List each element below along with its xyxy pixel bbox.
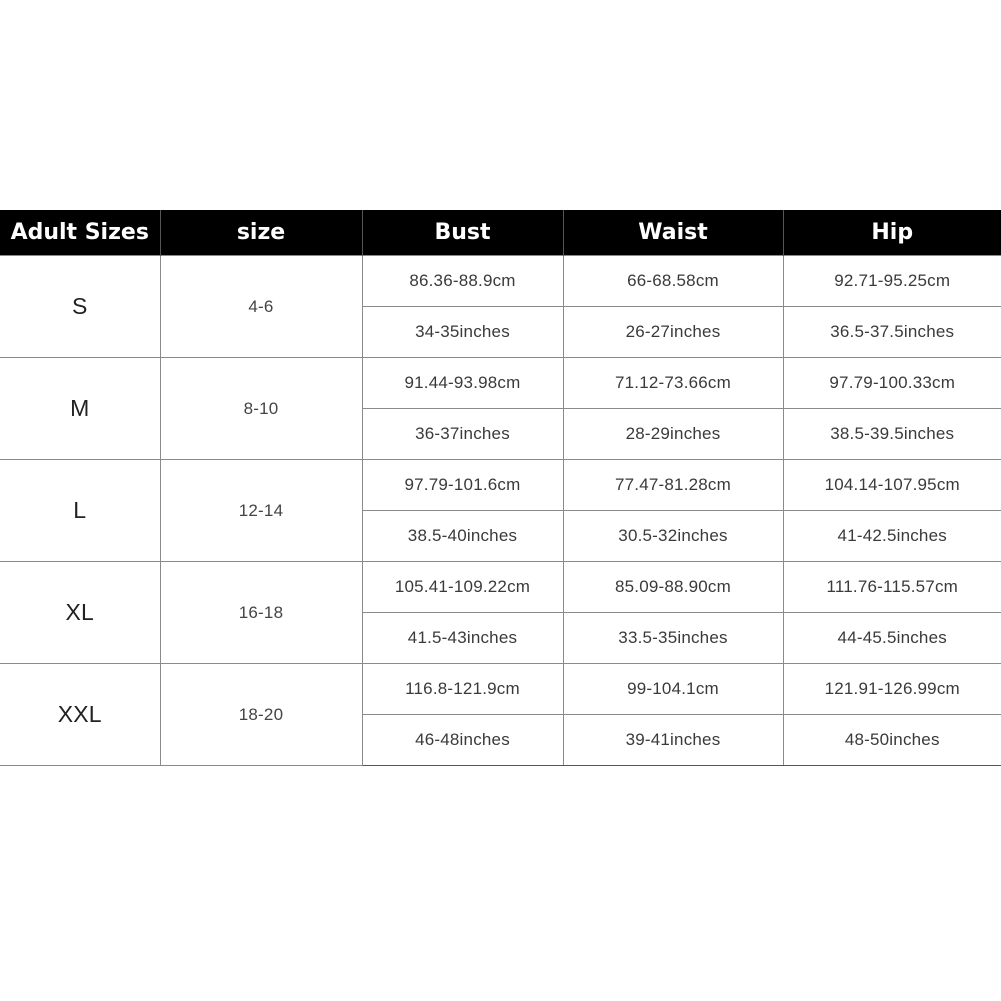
header-size: size bbox=[160, 210, 362, 256]
bust-inches-cell: 34-35inches bbox=[362, 307, 563, 358]
hip-cm-cell: 97.79-100.33cm bbox=[783, 358, 1001, 409]
table-row bbox=[0, 256, 1001, 307]
table-row bbox=[0, 664, 1001, 715]
waist-cm-cell: 71.12-73.66cm bbox=[563, 358, 783, 409]
size-label-cell: S bbox=[0, 256, 160, 358]
bust-inches-cell: 41.5-43inches bbox=[362, 613, 563, 664]
table-row bbox=[0, 358, 1001, 409]
header-hip: Hip bbox=[783, 210, 1001, 256]
waist-cm-cell: 66-68.58cm bbox=[563, 256, 783, 307]
table-row bbox=[0, 460, 1001, 511]
waist-cm-cell: 99-104.1cm bbox=[563, 664, 783, 715]
hip-cm-cell: 121.91-126.99cm bbox=[783, 664, 1001, 715]
hip-inches-cell: 48-50inches bbox=[783, 715, 1001, 766]
bust-cm-cell: 105.41-109.22cm bbox=[362, 562, 563, 613]
hip-inches-cell: 38.5-39.5inches bbox=[783, 409, 1001, 460]
hip-cm-cell: 111.76-115.57cm bbox=[783, 562, 1001, 613]
header-waist: Waist bbox=[563, 210, 783, 256]
bust-inches-cell: 36-37inches bbox=[362, 409, 563, 460]
bust-inches-cell: 46-48inches bbox=[362, 715, 563, 766]
waist-inches-cell: 33.5-35inches bbox=[563, 613, 783, 664]
size-label-cell: L bbox=[0, 460, 160, 562]
table-row bbox=[0, 562, 1001, 613]
waist-cm-cell: 85.09-88.90cm bbox=[563, 562, 783, 613]
hip-inches-cell: 44-45.5inches bbox=[783, 613, 1001, 664]
waist-inches-cell: 39-41inches bbox=[563, 715, 783, 766]
size-number-cell: 16-18 bbox=[160, 562, 362, 664]
hip-inches-cell: 41-42.5inches bbox=[783, 511, 1001, 562]
size-number-cell: 4-6 bbox=[160, 256, 362, 358]
size-chart-table bbox=[0, 210, 1001, 766]
waist-inches-cell: 28-29inches bbox=[563, 409, 783, 460]
waist-cm-cell: 77.47-81.28cm bbox=[563, 460, 783, 511]
size-number-cell: 8-10 bbox=[160, 358, 362, 460]
waist-inches-cell: 26-27inches bbox=[563, 307, 783, 358]
bust-cm-cell: 91.44-93.98cm bbox=[362, 358, 563, 409]
size-label-cell: M bbox=[0, 358, 160, 460]
hip-inches-cell: 36.5-37.5inches bbox=[783, 307, 1001, 358]
bust-inches-cell: 38.5-40inches bbox=[362, 511, 563, 562]
header-adult-sizes: Adult Sizes bbox=[0, 210, 160, 256]
bust-cm-cell: 97.79-101.6cm bbox=[362, 460, 563, 511]
waist-inches-cell: 30.5-32inches bbox=[563, 511, 783, 562]
header-row bbox=[0, 210, 1001, 256]
size-chart bbox=[0, 210, 1001, 766]
size-number-cell: 12-14 bbox=[160, 460, 362, 562]
size-label-cell: XL bbox=[0, 562, 160, 664]
header-bust: Bust bbox=[362, 210, 563, 256]
bust-cm-cell: 86.36-88.9cm bbox=[362, 256, 563, 307]
hip-cm-cell: 104.14-107.95cm bbox=[783, 460, 1001, 511]
bust-cm-cell: 116.8-121.9cm bbox=[362, 664, 563, 715]
size-number-cell: 18-20 bbox=[160, 664, 362, 766]
size-label-cell: XXL bbox=[0, 664, 160, 766]
hip-cm-cell: 92.71-95.25cm bbox=[783, 256, 1001, 307]
